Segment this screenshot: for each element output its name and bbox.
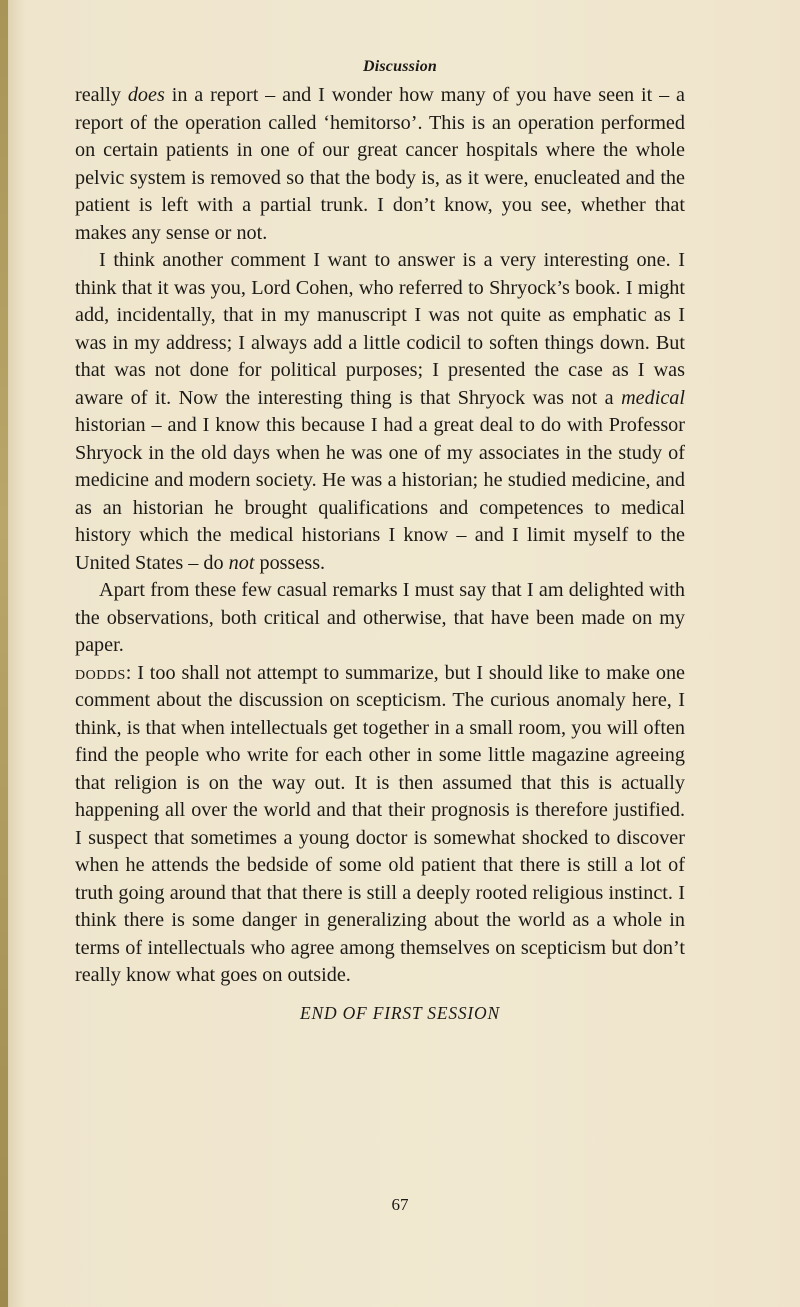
body-text	[75, 82, 685, 990]
text-segment: historian – and I know this because I had a great deal to do with Professor Shryock in the old days when he was one of my associates in the study of medicine and modern society. He was a historian; he studied medicine, and as an historian he brought qualifications and competences to medical history which the medical historians I know – and I limit myself to the United States – do	[75, 414, 685, 574]
running-header: Discussion	[362, 58, 438, 75]
text-segment: in a report – and I wonder how many of you have seen it – a report of the operation called ‘hemitorso’. This is an operation performed on certain patients in one of our great cancer hospitals where the whole pelvic system is removed so that the body is, as it were, enucleated and the patient is left with a partial trunk. I don’t know, you see, whether that makes any sense or not.	[75, 84, 685, 244]
speaker-name: dodds	[75, 661, 126, 684]
text-segment: I think another comment I want to answer is a very interesting one. I think that it was you, Lord Cohen, who referred to Shryock’s book. I might add, incidentally, that in my manuscript I was not quite as emphatic as I was in my address; I always add a little codicil to soften things down. But that was not done for political purposes; I presented the case as I was aware of it. Now the interesting thing is that Shryock was not a	[75, 249, 685, 409]
text-segment: really	[75, 84, 128, 106]
text-segment: Apart from these few casual remarks I must say that I am delighted with the observations, both critical and otherwise, that have been made on my paper.	[75, 579, 685, 656]
paragraph	[75, 82, 685, 247]
paragraph	[75, 660, 685, 990]
page-binding-edge	[0, 0, 8, 1307]
page-number: 67	[391, 1195, 409, 1214]
emphasis-text: not	[228, 551, 255, 574]
paragraph	[75, 577, 685, 660]
text-segment: possess.	[254, 551, 326, 574]
emphasis-text: does	[127, 84, 165, 106]
session-end-marker: END OF FIRST SESSION	[300, 1003, 500, 1023]
emphasis-text: medical	[621, 386, 685, 409]
text-segment: : I too shall not attempt to summarize, but I should like to make one comment about the discussion on scepticism. The curious anomaly here, I think, is that when intellectuals get together in a small room, you will often find the people who write for each other in some little magazine agreeing that religion is on the way out. It is then assumed that this is actually happening all over the world and that their prognosis is therefore justified. I suspect that sometimes a young doctor is somewhat shocked to discover when he attends the bedside of some old patient that there is still a lot of truth going around that that there is still a deeply rooted religious instinct. I think there is some danger in generalizing about the world as a whole in terms of intellectuals who agree among themselves on scepticism but don’t really know what goes on outside.	[75, 661, 685, 986]
paragraph	[75, 247, 685, 577]
